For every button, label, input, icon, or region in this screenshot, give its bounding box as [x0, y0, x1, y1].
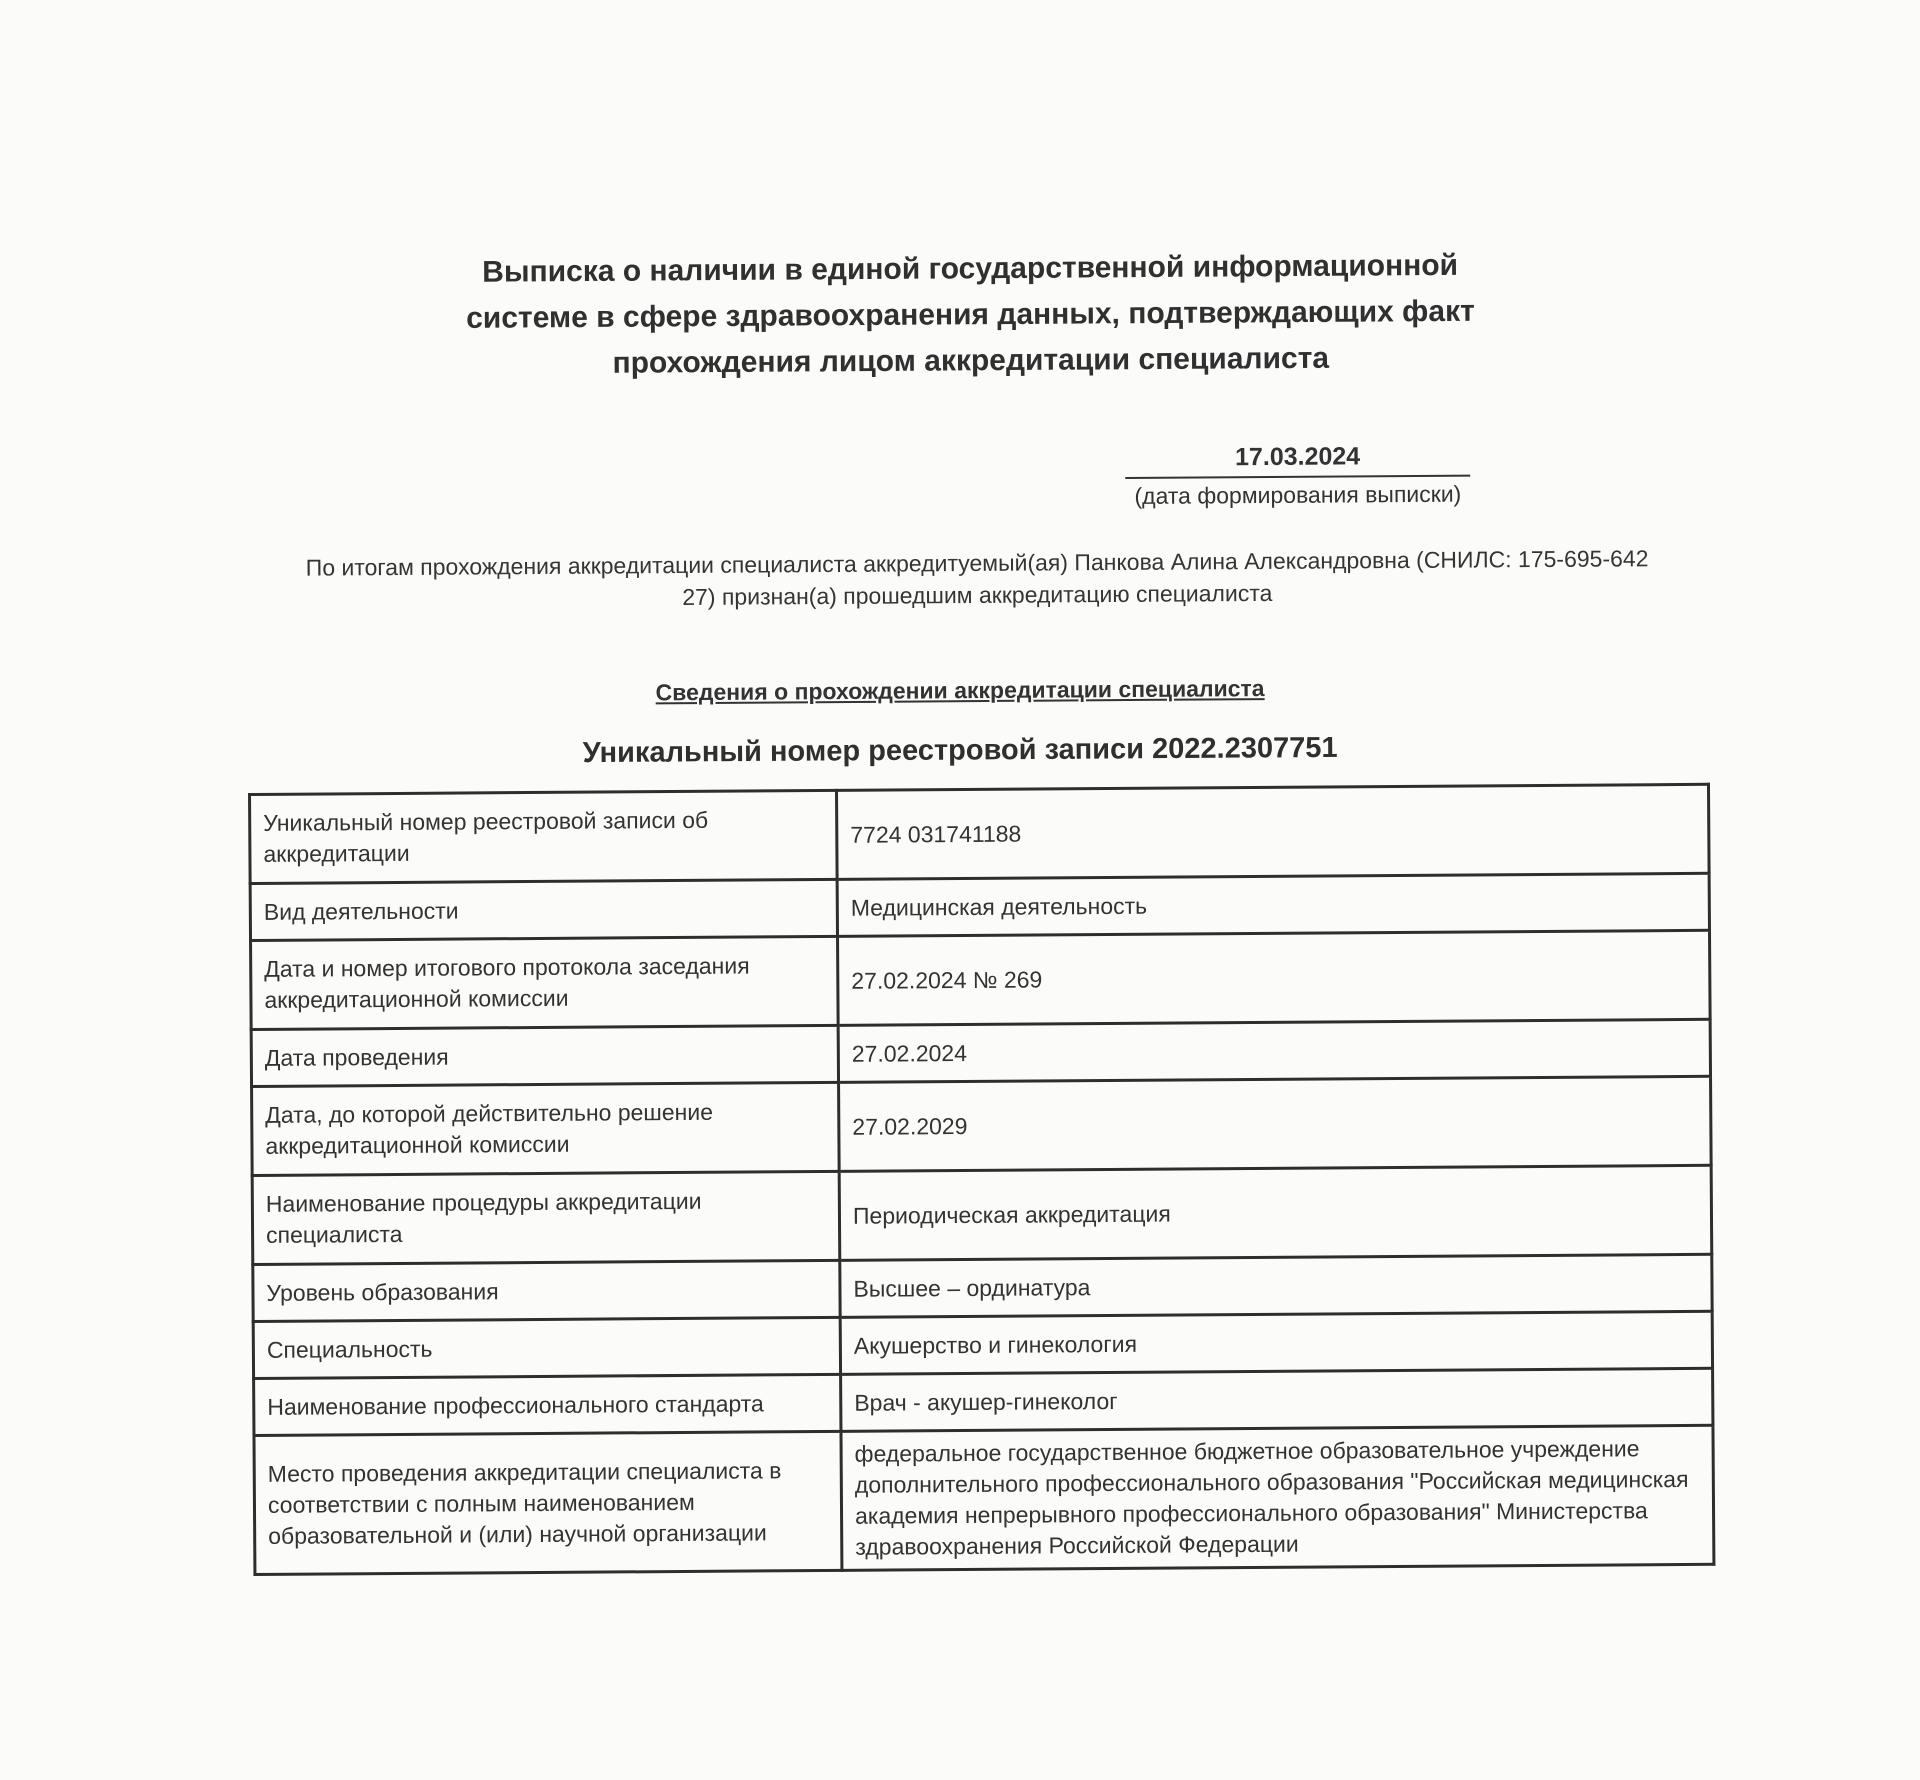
- intro-line: По итогам прохождения аккредитации специалиста аккредитуемый(ая) Панкова Алина Александровна (СНИЛС: 175-695-642: [305, 545, 1649, 581]
- row-value: Акушерство и гинекология: [840, 1311, 1712, 1374]
- accreditation-table-wrap: [248, 783, 1715, 1576]
- title-line: прохождения лицом аккредитации специалиста: [612, 341, 1330, 380]
- table-row: [253, 1254, 1712, 1321]
- intro-line: 27) признан(а) прошедшим аккредитацию специалиста: [682, 579, 1273, 610]
- row-value: 27.02.2029: [839, 1076, 1712, 1171]
- document-title: [440, 243, 1501, 388]
- row-label: Дата, до которой действительно решение аккредитационной комиссии: [252, 1082, 840, 1175]
- row-value: 7724 031741188: [836, 784, 1709, 879]
- accreditation-table: [248, 783, 1715, 1576]
- row-label: Уникальный номер реестровой записи об аккредитации: [250, 790, 838, 883]
- table-row: [254, 1425, 1714, 1574]
- row-label: Место проведения аккредитации специалиста в соответствии с полным наименованием образовательной и (или) научной организации: [254, 1431, 842, 1574]
- intro-paragraph: [252, 542, 1702, 616]
- title-line: системе в сфере здравоохранения данных, подтверждающих факт: [466, 294, 1475, 335]
- table-row: [252, 1076, 1712, 1175]
- row-label: Наименование процедуры аккредитации специалиста: [252, 1171, 840, 1264]
- row-value: Врач - акушер-гинеколог: [841, 1368, 1713, 1431]
- registry-number-heading: Уникальный номер реестровой записи 2022.2307751: [582, 731, 1338, 770]
- table-row: [254, 1368, 1713, 1435]
- issue-date-caption: (дата формирования выписки): [1134, 480, 1462, 509]
- row-value: федеральное государственное бюджетное образовательное учреждение дополнительного профессионального образования "Российская медицинская академия непрерывного профессионального образования" Министерства здравоохранения Российской Федерации: [841, 1425, 1714, 1570]
- section-heading: Сведения о прохождении аккредитации специалиста: [655, 675, 1265, 706]
- row-value: Высшее – ординатура: [840, 1254, 1712, 1317]
- row-label: Дата и номер итогового протокола заседания аккредитационной комиссии: [251, 936, 839, 1029]
- issue-date: 17.03.2024: [1125, 442, 1470, 479]
- title-line: Выписка о наличии в единой государственной информационной: [482, 248, 1459, 289]
- table-row: [252, 1165, 1712, 1264]
- table-row: [251, 1019, 1710, 1086]
- row-value: 27.02.2024: [838, 1019, 1710, 1082]
- row-value: Медицинская деятельность: [837, 873, 1709, 936]
- row-label: Наименование профессионального стандарта: [254, 1374, 841, 1435]
- row-label: Вид деятельности: [250, 879, 837, 940]
- row-label: Уровень образования: [253, 1260, 840, 1321]
- row-label: Дата проведения: [251, 1025, 838, 1086]
- table-row: [250, 784, 1710, 883]
- table-row: [251, 930, 1711, 1029]
- row-label: Специальность: [253, 1317, 840, 1378]
- table-row: [253, 1311, 1712, 1378]
- row-value: Периодическая аккредитация: [839, 1165, 1712, 1260]
- issue-date-block: [1125, 442, 1470, 510]
- table-row: [250, 873, 1709, 940]
- row-value: 27.02.2024 № 269: [838, 930, 1711, 1025]
